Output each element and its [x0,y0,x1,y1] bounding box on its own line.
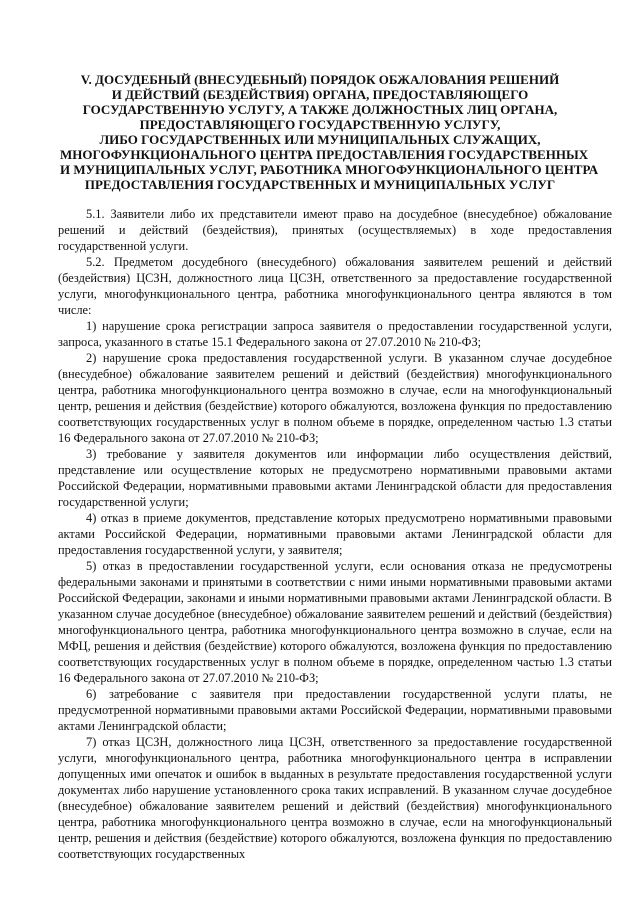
heading-line: МНОГОФУНКЦИОНАЛЬНОГО ЦЕНТРА ПРЕДОСТАВЛЕНИЯ ГОСУДАРСТВЕННЫХ [60,147,589,162]
heading-line: ПРЕДОСТАВЛЯЮЩЕГО ГОСУДАРСТВЕННУЮ УСЛУГУ, [139,117,501,132]
list-item-3: 3) требование у заявителя документов или информации либо осуществления действий, представление или осуществление которых не предусмотрено нормативными правовыми актами Российской Федерации, нормативными правовыми актами Ленинградской области для предоставления государственной услуги; [58,447,612,509]
heading-line: ЛИБО ГОСУДАРСТВЕННЫХ ИЛИ МУНИЦИПАЛЬНЫХ СЛУЖАЩИХ, [99,132,541,147]
list-item-6: 6) затребование с заявителя при предоставлении государственной услуги платы, не предусмотренной нормативными правовыми актами Российской Федерации, нормативными правовыми актами Ленинградской области; [58,687,612,733]
list-item-7: 7) отказ ЦСЗН, должностного лица ЦСЗН, ответственного за предоставление государственной услуги, многофункционального центра, работника многофункционального центра в исправлении допущенных ими опечаток и ошибок в выданных в результате предоставления государственной услуги документах либо нарушение установленного срока таких исправлений. В указанном случае досудебное (внесудебное) обжалование заявителем решений и действий (бездействия) многофункционального центра, работника многофункционального центра возможно в случае, если на многофункциональный центр, решения и действия (бездействие) которого обжалуются, возложена функция по предоставлению соответствующих государственных [58,735,612,861]
list-item-4: 4) отказ в приеме документов, представление которых предусмотрено нормативными правовыми актами Российской Федерации, нормативными правовыми актами Ленинградской области для предоставления государственной услуги, у заявителя; [58,511,612,557]
section-heading [60,72,599,192]
list-item-1: 1) нарушение срока регистрации запроса заявителя о предоставлении государственной услуги, запроса, указанного в статье 15.1 Федерального закона от 27.07.2010 № 210-ФЗ; [58,319,612,349]
paragraph-5-2: 5.2. Предметом досудебного (внесудебного) обжалования заявителем решений и действий (бездействия) ЦСЗН, должностного лица ЦСЗН, ответственного за предоставление государственной услуги, многофункционального центра, работника многофункционального центра являются в том числе: [58,255,612,317]
heading-line: И МУНИЦИПАЛЬНЫХ УСЛУГ, РАБОТНИКА МНОГОФУНКЦИОНАЛЬНОГО ЦЕНТРА [60,162,599,177]
paragraph-5-1: 5.1. Заявители либо их представители имеют право на досудебное (внесудебное) обжалование решений и действий (бездействия), принятых (осуществляемых) в ходе предоставления государственной услуги. [58,207,612,253]
heading-line: V. ДОСУДЕБНЫЙ (ВНЕСУДЕБНЫЙ) ПОРЯДОК ОБЖАЛОВАНИЯ РЕШЕНИЙ [80,72,560,87]
list-item-2: 2) нарушение срока предоставления государственной услуги. В указанном случае досудебное (внесудебное) обжалование заявителем решений и действий (бездействия) многофункционального центра, работника многофункционального центра возможно в случае, если на многофункциональный центр, решения и действия (бездействие) которого обжалуются, возложена функция по предоставлению соответствующих государственных услуг в полном объеме в порядке, определенном частью 1.3 статьи 16 Федерального закона от 27.07.2010 № 210-ФЗ; [58,351,612,445]
heading-line: ГОСУДАРСТВЕННУЮ УСЛУГУ, А ТАКЖЕ ДОЛЖНОСТНЫХ ЛИЦ ОРГАНА, [82,102,558,117]
list-item-5: 5) отказ в предоставлении государственной услуги, если основания отказа не предусмотрены федеральными законами и принятыми в соответствии с ними иными нормативными правовыми актами Российской Федерации, законами и иными нормативными правовыми актами Ленинградской области. В указанном случае досудебное (внесудебное) обжалование заявителем решений и действий (бездействия) многофункционального центра, работника многофункционального центра возможно в случае, если на МФЦ, решения и действия (бездействие) которого обжалуются, возложена функция по предоставлению соответствующих государственных услуг в полном объеме в порядке, определенном частью 1.3 статьи 16 Федерального закона от 27.07.2010 № 210-ФЗ; [58,559,612,685]
document-body [58,206,612,862]
heading-line: И ДЕЙСТВИЙ (БЕЗДЕЙСТВИЯ) ОРГАНА, ПРЕДОСТАВЛЯЮЩЕГО [111,87,529,102]
heading-line: ПРЕДОСТАВЛЕНИЯ ГОСУДАРСТВЕННЫХ И МУНИЦИПАЛЬНЫХ УСЛУГ [84,177,556,192]
